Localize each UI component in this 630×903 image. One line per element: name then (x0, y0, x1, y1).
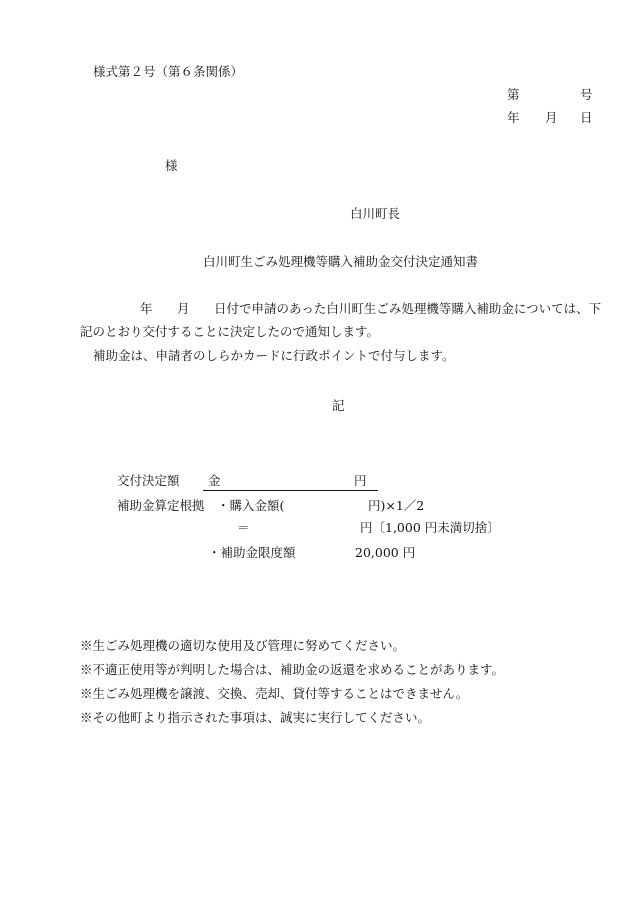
date-month: 月 (545, 110, 558, 125)
rounding-note: 円〔1,000 円未満切捨〕 (360, 520, 500, 535)
limit-value: 20,000 円 (355, 545, 416, 560)
decision-amount-line (203, 475, 378, 491)
number-go: 号 (580, 87, 593, 102)
date-year: 年 (507, 110, 520, 125)
number-dai: 第 (507, 87, 520, 102)
purchase-suffix: 円)×1／2 (368, 498, 425, 513)
equals-sign: ＝ (237, 520, 250, 535)
body-p1-year: 年 (140, 301, 153, 316)
body-p2: 補助金は、申請者のしらかカードに行政ポイントで付与します。 (93, 348, 455, 363)
body-p1-text: 日付で申請のあった白川町生ごみ処理機等購入補助金については、下 (214, 301, 602, 316)
date-day: 日 (580, 110, 593, 125)
issuer: 白川町長 (350, 206, 401, 221)
limit-label: ・補助金限度額 (208, 545, 296, 560)
note-3: ※生ごみ処理機を譲渡、交換、売却、貸付等することはできません。 (80, 686, 469, 701)
addressee-suffix: 様 (165, 158, 178, 173)
note-4: ※その他町より指示された事項は、誠実に実行してください。 (80, 710, 431, 725)
basis-label: 補助金算定根拠 (117, 498, 205, 513)
decision-kin: 金 (208, 473, 221, 488)
form-label: 様式第２号（第６条関係） (93, 64, 244, 79)
decision-label: 交付決定額 (117, 473, 180, 488)
decision-yen: 円 (354, 473, 367, 488)
body-p1-month: 月 (177, 301, 190, 316)
body-p1-line2: 記のとおり交付することに決定したので通知します。 (80, 324, 380, 339)
note-1: ※生ごみ処理機の適切な使用及び管理に努めてください。 (80, 638, 406, 653)
note-2: ※不適正使用等が判明した場合は、補助金の返還を求めることがあります。 (80, 662, 505, 677)
ki-heading: 記 (332, 398, 345, 413)
purchase-label: ・購入金額( (217, 498, 285, 513)
document-title: 白川町生ごみ処理機等購入補助金交付決定通知書 (203, 254, 479, 269)
